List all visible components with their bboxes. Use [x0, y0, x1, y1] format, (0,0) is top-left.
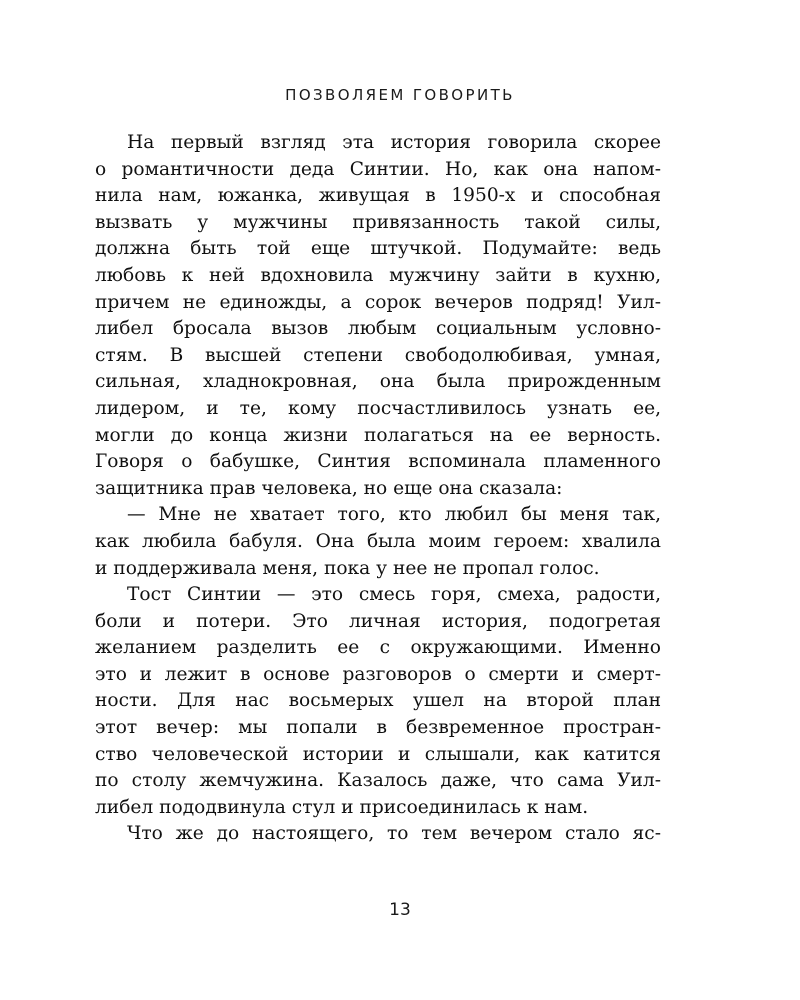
text-line: ство человеческой истории и слышали, как катится [95, 743, 661, 765]
text-line: любовь к ней вдохновила мужчину зайти в кухню, [95, 264, 661, 286]
text-line: по столу жемчужина. Казалось даже, что сама Уил- [95, 770, 661, 792]
text-line: Что же до настоящего, то тем вечером стало яс- [127, 823, 661, 845]
text-line: лидером, и те, кому посчастливилось узнать ее, [95, 397, 661, 419]
text-line: о романтичности деда Синтии. Но, как она напом- [95, 158, 661, 180]
text-line: — Мне не хватает того, кто любил бы меня так, [127, 504, 661, 526]
text-line: этот вечер: мы попали в безвременное простран- [95, 717, 661, 739]
text-line: защитника прав человека, но еще она сказала: [95, 477, 563, 499]
text-line: должна быть той еще штучкой. Подумайте: ведь [95, 238, 661, 260]
text-line: Говоря о бабушке, Синтия вспоминала пламенного [95, 451, 661, 473]
text-line: причем не единожды, а сорок вечеров подряд! Уил- [95, 291, 661, 313]
page-number: 13 [389, 900, 411, 920]
text-line: как любила бабуля. Она была моим героем: хвалила [95, 530, 661, 552]
text-line: сильная, хладнокровная, она была прирожденным [95, 371, 661, 393]
text-line: ности. Для нас восьмерых ушел на второй план [95, 690, 661, 712]
text-line: боли и потери. Это личная история, подогретая [95, 610, 661, 632]
body-text [95, 130, 661, 848]
text-line: На первый взгляд эта история говорила скорее [127, 132, 661, 153]
text-line: вызвать у мужчины привязанность такой силы, [95, 211, 661, 233]
text-line: либел пододвинула стул и присоединилась к нам. [95, 796, 589, 818]
text-line: стям. В высшей степени свободолюбивая, умная, [95, 344, 661, 366]
text-line: нила нам, южанка, живущая в 1950-х и способная [95, 185, 661, 207]
text-line: и поддерживала меня, пока у нее не пропал голос. [95, 557, 600, 579]
text-line: могли до конца жизни полагаться на ее верность. [95, 424, 661, 446]
text-line: либел бросала вызов любым социальным условно- [95, 318, 661, 340]
text-line: желанием разделить ее с окружающими. Именно [95, 637, 661, 659]
text-line: Тост Синтии — это смесь горя, смеха, радости, [127, 584, 661, 606]
text-line: это и лежит в основе разговоров о смерти и смерт- [95, 663, 661, 685]
running-head: ПОЗВОЛЯЕМ ГОВОРИТЬ [285, 86, 515, 104]
